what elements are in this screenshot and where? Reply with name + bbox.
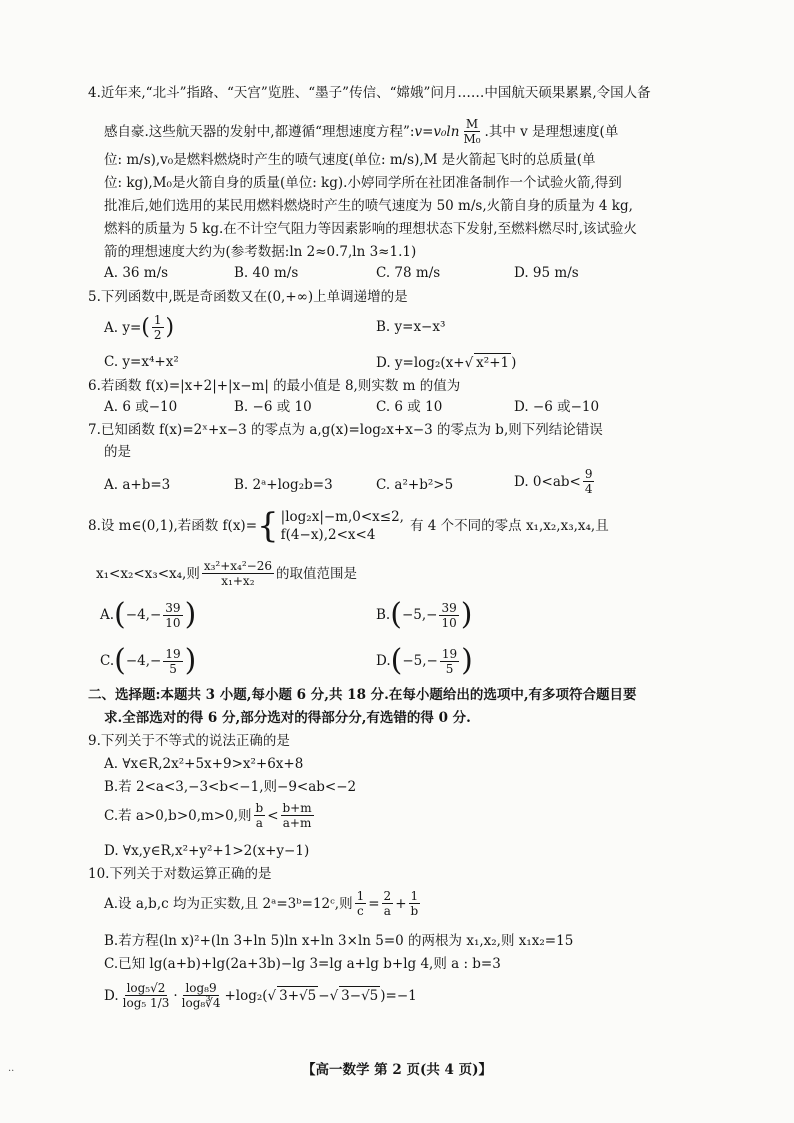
page-footer: 【高一数学 第 2 页(共 4 页)】 [301,1062,493,1078]
q10-a-plus: + [395,895,407,912]
q8-b-fraction [439,602,458,629]
q10-d-den1: log₅ 1/3 [122,996,170,1010]
q4-line6: 燃料的质量为 5 kg.在不计空气阻力等因素影响的理想状态下发射,至燃料燃尽时,该试验火 [104,221,637,237]
q10-a-den1: c [357,904,364,918]
q8-b-mid: −5,− [401,607,438,623]
q5-d-pre: D. y=log₂(x+ [376,354,465,371]
q8-a-rparen: ) [184,597,197,632]
q5-option-a [104,314,174,341]
q8-a-num: 39 [165,600,181,615]
q7-line2: 的是 [104,444,131,460]
q8-a-den: 10 [165,615,181,630]
q4-fraction [461,118,482,145]
q4-option-d: D. 95 m/s [514,265,579,281]
q4-equation: v=v₀ln [414,123,460,140]
q8-d-lparen: ( [390,643,403,678]
q10-a-num2: 2 [383,889,392,903]
q8-cases [281,508,404,544]
q4-option-c: C. 78 m/s [376,265,441,281]
q8-a-label: A. [100,607,115,623]
q9-c-fraction1 [254,802,266,829]
q8-line2a: x₁<x₂<x₃<x₄,则 [96,565,200,582]
q10-d-num1: log₅√2 [126,981,166,995]
q6-stem: 6.若函数 f(x)=|x+2|+|x−m| 的最小值是 8,则实数 m 的值为 [88,378,461,394]
q8-frac-num: x₃²+x₄²−26 [203,559,272,573]
q8-c-rparen: ) [184,643,197,678]
q8-fraction [202,560,274,587]
q4-frac-num: M [465,117,479,131]
q5-d-radicand: x²+1 [476,355,510,371]
q9-c-fraction2 [281,802,314,829]
q8-post: 有 4 个不同的零点 x₁,x₂,x₃,x₄,且 [409,518,609,534]
q8-c-den: 5 [169,661,177,676]
q5-a-lparen: ( [141,314,150,340]
q8-c-mid: −4,− [125,653,162,669]
q5-a-pre: A. y= [104,319,142,336]
q9-c-den2: a+m [282,816,312,830]
q7-d-pre: D. 0<ab< [514,473,581,490]
q4-line2 [104,118,618,145]
q4-option-b: B. 40 m/s [234,265,299,281]
q4-line3: 位: m/s),v₀是燃料燃烧时产生的喷气速度(单位: m/s),M 是火箭起飞时的总质量(单 [104,152,596,168]
left-brace-icon: { [257,506,279,546]
q8-case1: |log₂x|−m,0<x≤2, [280,509,404,525]
q4-line1: 4.近年来,“北斗”指路、“天宫”览胜、“墨子”传信、“嫦娥”问月……中国航天硕果累累,令国人备 [88,85,651,101]
q8-d-mid: −5,− [402,653,438,669]
q10-d-den2: log₈∛4 [181,996,221,1010]
q10-d-dot: · [173,987,178,1004]
q9-option-a: A. ∀x∈R,2x²+5x+9>x²+6x+8 [104,756,304,772]
section2-heading-line2: 求.全部选对的得 6 分,部分选对的得部分分,有选错的得 0 分. [104,710,471,726]
q8-a-lparen: ( [114,597,126,632]
q4-line2a: 感自豪.这些航天器的发射中,都遵循“理想速度方程”: [104,123,415,140]
q6-option-b: B. −6 或 10 [234,399,312,415]
q8-c-num: 19 [165,646,181,661]
q7-option-a: A. a+b=3 [104,477,171,493]
q10-a-den3: b [410,904,419,918]
q7-option-c: C. a²+b²>5 [376,477,454,493]
sqrt-sign-icon: √ [267,987,277,1004]
q6-option-a: A. 6 或−10 [104,399,178,415]
q10-d-fraction2 [180,982,223,1009]
q9-option-b: B.若 2<a<3,−3<b<−1,则−9<ab<−2 [104,779,357,795]
q10-a-eq: = [368,895,380,912]
sqrt-sign-icon: √ [329,987,339,1004]
q8-piecewise [257,508,404,544]
q4-frac-den: M₀ [463,132,481,146]
q8-b-den: 10 [441,615,457,630]
q8-option-b [376,597,473,632]
q5-stem: 5.下列函数中,既是奇函数又在(0,+∞)上单调递增的是 [88,289,408,305]
q10-a-num1: 1 [356,889,365,903]
q4-option-a: A. 36 m/s [104,265,169,281]
q8-option-c [100,643,197,678]
q8-d-num: 19 [441,646,458,661]
q8-case2: f(4−x),2<x<4 [280,527,376,543]
q5-a-rparen: ) [165,314,175,340]
q7-d-num: 9 [584,467,593,481]
q8-option-a [100,597,197,632]
q8-a-mid: −4,− [125,607,162,623]
q5-option-d [376,353,516,372]
q4-line5: 批准后,她们选用的某民用燃料燃烧时产生的喷气速度为 50 m/s,火箭自身的质量为 4 kg, [104,198,633,214]
q10-option-a [104,890,422,917]
q4-line7: 箭的理想速度大约为(参考数据:ln 2≈0.7,ln 3≈1.1) [104,244,417,260]
q8-c-lparen: ( [114,643,126,678]
q6-option-c: C. 6 或 10 [376,399,443,415]
q10-d-minus: − [318,987,330,1004]
q8-c-fraction [163,648,182,675]
q10-a-fraction1 [355,890,367,917]
q8-line1 [88,508,609,544]
q10-a-fraction3 [409,890,421,917]
q8-c-label: C. [100,653,115,669]
q10-d-radicand1: 3+√5 [279,988,317,1004]
q8-b-label: B. [376,607,391,623]
q10-d-num2: log₈9 [185,981,217,995]
q8-b-num: 39 [441,600,457,615]
q8-line2b: 的取值范围是 [275,565,357,582]
q10-d-label: D. [104,987,119,1004]
q9-option-d: D. ∀x,y∈R,x²+y²+1>2(x+y−1) [104,843,310,859]
q6-option-d: D. −6 或−10 [514,399,600,415]
q10-option-c: C.已知 lg(a+b)+lg(2a+3b)−lg 3=lg a+lg b+lg 4,则 a : b=3 [104,956,501,972]
q7-line1: 7.已知函数 f(x)=2ˣ+x−3 的零点为 a,g(x)=log₂x+x−3 的零点为 b,则下列结论错误 [88,422,603,438]
q10-d-post1: +log₂( [224,987,268,1004]
q10-a-pre: A.设 a,b,c 均为正实数,且 2ᵃ=3ᵇ=12ᶜ,则 [104,895,353,912]
q8-pre: 8.设 m∈(0,1),若函数 f(x)= [88,518,258,534]
q5-a-fraction [152,314,164,341]
section2-heading-line1: 二、选择题:本题共 3 小题,每小题 6 分,共 18 分.在每小题给出的选项中,有多项符合题目要 [88,687,637,703]
q9-c-num2: b+m [282,801,312,815]
q8-d-fraction [440,648,459,675]
q5-a-num: 1 [153,313,162,327]
q8-a-fraction [163,602,182,629]
q5-d-post: ) [511,354,517,371]
q7-d-den: 4 [584,482,593,496]
q7-option-b: B. 2ᵃ+log₂b=3 [234,477,333,493]
q4-line2c: .其中 v 是理想速度(单 [484,123,619,140]
q10-a-den2: a [383,904,391,918]
q5-option-b: B. y=x−x³ [376,319,446,335]
q9-c-num1: b [255,801,264,815]
q9-option-c [104,802,316,829]
q10-a-fraction2 [382,890,394,917]
sqrt-sign-icon: √ [464,354,474,371]
q4-line4: 位: kg),M₀是火箭自身的质量(单位: kg).小婷同学所在社团准备制作一个试验火箭,得到 [104,175,622,191]
q10-stem: 10.下列关于对数运算正确的是 [88,866,272,882]
q9-c-den1: a [255,816,263,830]
scan-mark: ·· [8,1066,15,1077]
q8-option-d [376,643,473,678]
q7-option-d [514,468,596,495]
q8-d-label: D. [376,653,391,669]
q5-a-den: 2 [153,328,162,342]
q10-d-radicand2: 3−√5 [341,988,379,1004]
q10-option-b: B.若方程(ln x)²+(ln 3+ln 5)ln x+ln 3×ln 5=0 的两根为 x₁,x₂,则 x₁x₂=15 [104,933,574,949]
q5-option-c: C. y=x⁴+x² [104,354,179,370]
q10-a-num3: 1 [410,889,419,903]
q8-line2 [96,560,357,587]
q10-option-d [104,982,417,1009]
q10-d-fraction1 [121,982,172,1009]
q9-stem: 9.下列关于不等式的说法正确的是 [88,733,290,749]
q9-c-pre: C.若 a>0,b>0,m>0,则 [104,807,252,824]
q8-frac-den: x₁+x₂ [221,574,255,588]
q8-b-lparen: ( [390,597,402,632]
q9-c-mid: < [267,807,279,824]
q8-d-den: 5 [445,661,454,676]
q8-b-rparen: ) [460,597,473,632]
q8-d-rparen: ) [461,643,473,678]
q10-d-post2: )=−1 [380,987,417,1004]
q7-d-fraction [583,468,595,495]
